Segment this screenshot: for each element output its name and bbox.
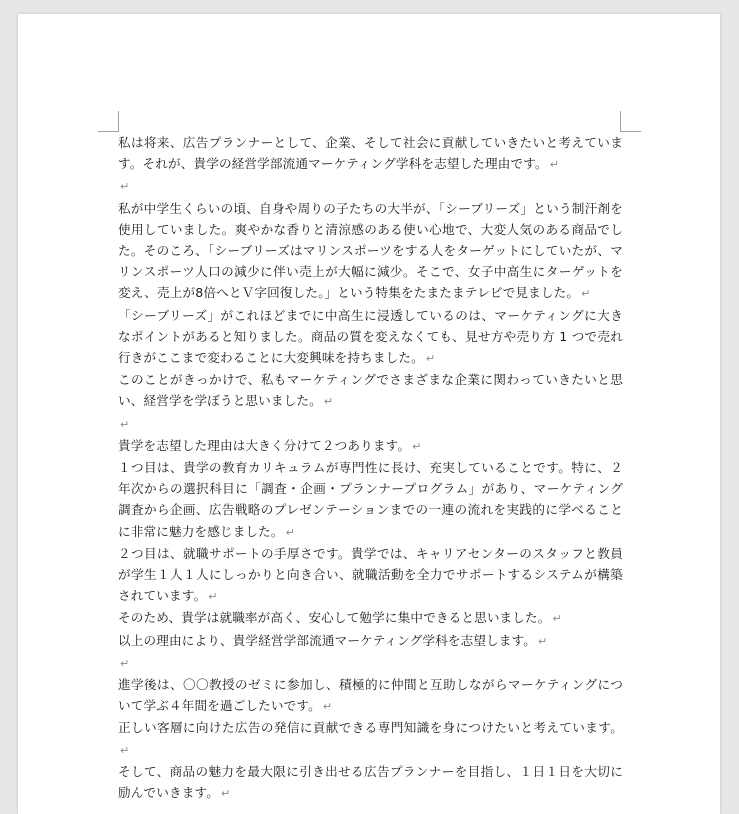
paragraph-empty	[118, 175, 623, 197]
paragraph-mark-icon: ↵	[323, 395, 334, 409]
margin-corner-top-left	[98, 111, 119, 132]
paragraph-mark-icon: ↵	[220, 787, 231, 801]
paragraph: 「シーブリーズ」がこれほどまでに中高生に浸透しているのは、マーケティングに大きなポイントがあると知りました。商品の質を変えなくても、見せ方や売り方 1 つで売れ行きがここまで変わることに大変興味を持ちました。 ↵	[118, 307, 623, 366]
paragraph-mark-icon: ↵	[120, 180, 130, 194]
paragraph-mark-icon: ↵	[552, 612, 562, 626]
paragraph-empty	[118, 652, 623, 674]
paragraph-mark-icon: ↵	[120, 656, 130, 670]
document-page	[18, 14, 720, 814]
paragraph: ２つ目は、就職サポートの手厚さです。貴学では、キャリアセンターのスタッフと教員が学生１人１人にしっかりと向き合い、就職活動を全力でサポートするシステムが構築されています。 ↵	[118, 545, 623, 604]
paragraph-mark-icon: ↵	[120, 417, 130, 431]
paragraph-mark-icon: ↵	[322, 700, 333, 714]
paragraph: 私が中学生くらいの頃、自身や周りの子たちの大半が、「シーブリーズ」という制汗剤を使用していました。爽やかな香りと清涼感のある使い心地で、大変人気のある商品でした。そのころ、「シーブリーズはマリンスポーツをする人をターゲットにしていたが、マリンスポーツ人口の減少に伴い売上が大幅に減少。そこで、女子中高生にターゲットを変え、売上が8倍へとＶ字回復した。」という特集をたまたまテレビで見ました。 ↵	[118, 200, 623, 301]
paragraph-mark-icon: ↵	[208, 590, 218, 604]
paragraph-mark-icon: ↵	[538, 634, 548, 648]
paragraph: このことがきっかけで、私もマーケティングでさまざまな企業に関わっていきたいと思い、経営学を学ぼうと思いました。 ↵	[118, 372, 623, 409]
paragraph-mark-icon: ↵	[549, 158, 560, 172]
paragraph: 正しい客層に向けた広告の発信に貢献できる専門知識を身につけたいと考えています。↵	[118, 720, 623, 757]
paragraph-empty	[118, 413, 623, 435]
paragraph-mark-icon: ↵	[285, 525, 296, 539]
margin-corner-top-right	[620, 111, 641, 132]
paragraph: １つ目は、貴学の教育カリキュラムが専門性に長け、充実していることです。特に、２年次からの選択科目に「調査・企画・プランナープログラム」があり、マーケティング調査から企画、広告戦略のプレゼンテーションまでの一連の流れを実践的に学べることに非常に魅力を感じました。 ↵	[118, 460, 623, 539]
paragraph: そして、商品の魅力を最大限に引き出せる広告プランナーを目指し、１日１日を大切に励んでいきます。 ↵	[118, 763, 623, 801]
paragraph: 貴学を志望した理由は大きく分けて２つあります。 ↵	[118, 437, 422, 453]
paragraph: そのため、貴学は就職率が高く、安心して勉学に集中できると思いました。 ↵	[118, 610, 562, 626]
paragraph-mark-icon: ↵	[425, 352, 436, 366]
paragraph: 以上の理由により、貴学経営学部流通マーケティング学科を志望します。 ↵	[118, 632, 548, 648]
paragraph-mark-icon: ↵	[581, 287, 591, 301]
paragraph: 私は将来、広告プランナーとして、企業、そして社会に貢献していきたいと考えています。それが、貴学の経営学部流通マーケティング学科を志望した理由です。 ↵	[118, 135, 623, 172]
document-body[interactable]	[118, 132, 623, 804]
paragraph-mark-icon: ↵	[412, 439, 422, 453]
paragraph-mark-icon: ↵	[120, 743, 130, 757]
paragraph: 進学後は、〇〇教授のゼミに参加し、積極的に仲間と互助しながらマーケティングについて学ぶ４年間を過ごしたいです。 ↵	[118, 677, 623, 714]
